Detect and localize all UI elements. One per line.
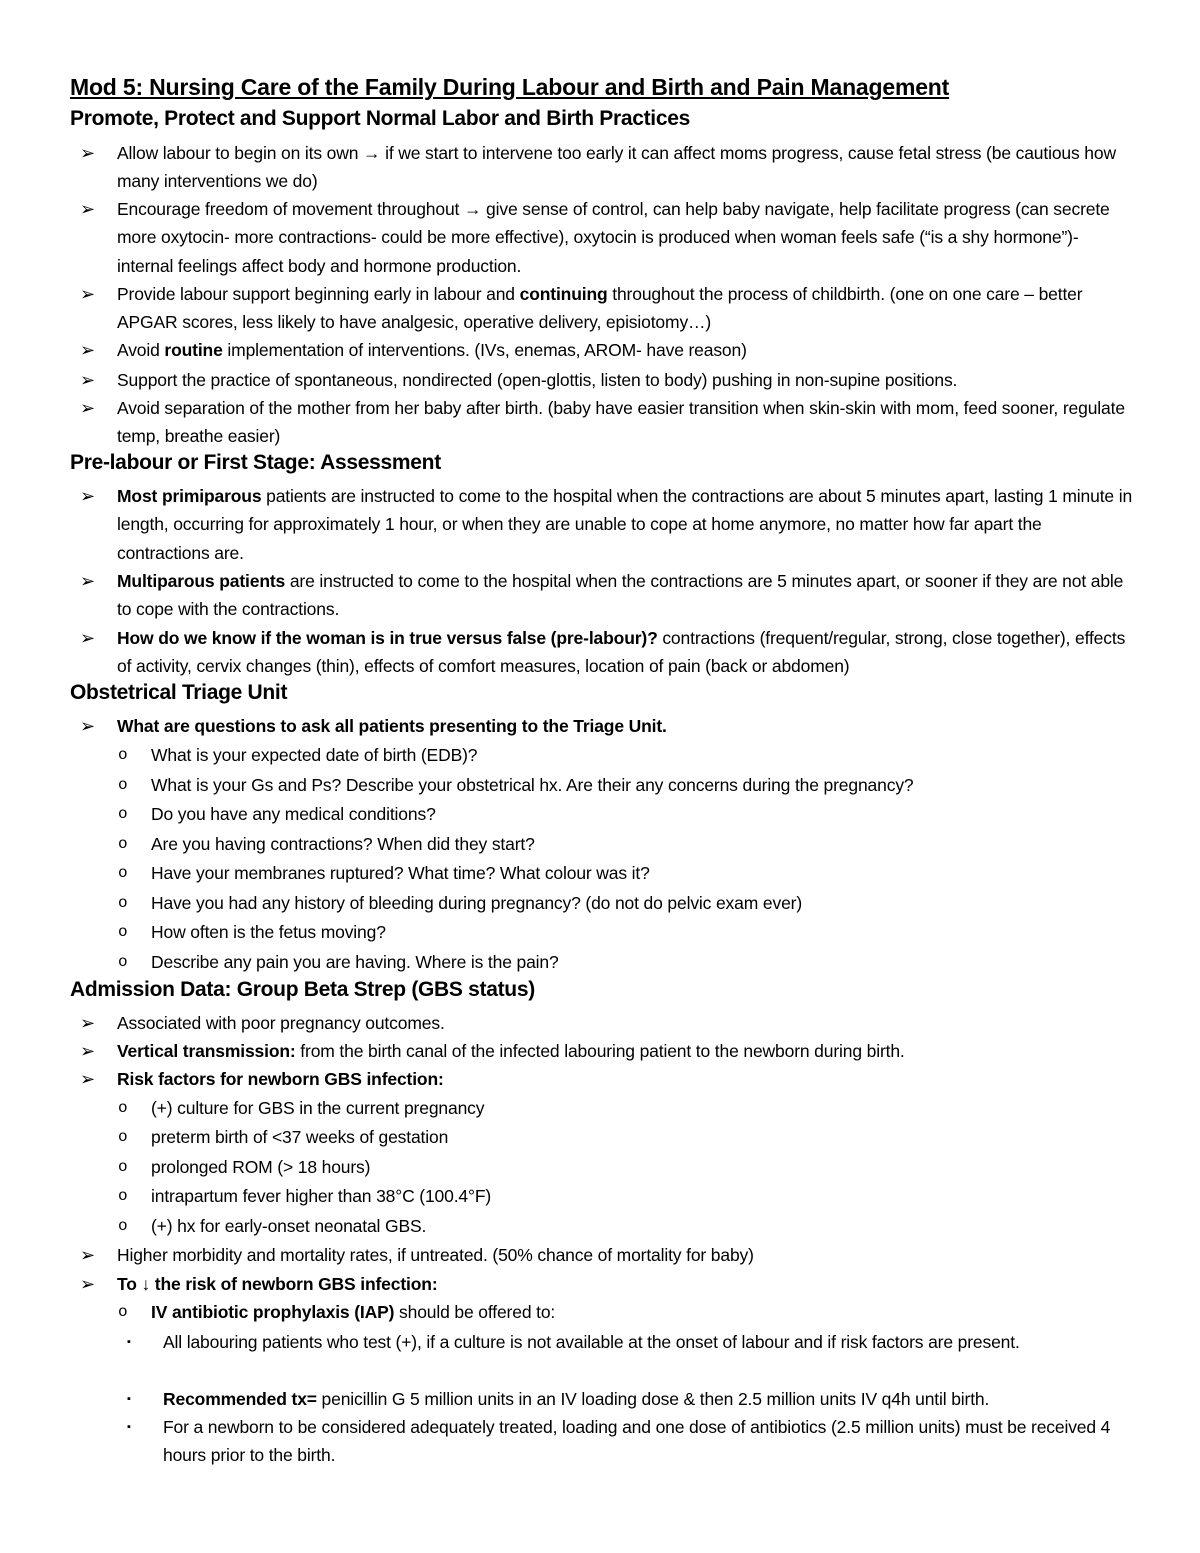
- circle-bullet-icon: o: [118, 805, 128, 823]
- sub-sub-list-item: For a newborn to be considered adequately treated, loading and one dose of antibiotics (2.5 million units) must be received 4 hours prior to the birth.: [163, 1417, 1111, 1466]
- arrow-bullet-icon: ➢: [80, 398, 96, 418]
- square-bullet-icon: ▪: [127, 1393, 131, 1405]
- list-item: How do we know if the woman is in true versus false (pre-labour)? contractions (frequent/regular, strong, close together), effects of activity, cervix changes (thin), effects of comfort measures, location of pain (back or abdomen): [117, 628, 1126, 677]
- list-item: Risk factors for newborn GBS infection:: [117, 1069, 444, 1089]
- list-item: Encourage freedom of movement throughout → give sense of control, can help baby navigate, help facilitate progress (can secrete more oxytocin- more contractions- could be more effective), oxytocin is produced when woman feels safe (“is a shy hormone”)- internal feelings affect body and hormone production.: [117, 199, 1110, 276]
- sub-list-item: intrapartum fever higher than 38°C (100.4°F): [151, 1186, 492, 1206]
- list-item: What are questions to ask all patients presenting to the Triage Unit.: [117, 716, 667, 736]
- square-bullet-icon: ▪: [127, 1421, 131, 1433]
- sub-list-item: Have you had any history of bleeding during pregnancy? (do not do pelvic exam ever): [151, 893, 803, 913]
- sub-list-item: IV antibiotic prophylaxis (IAP) should be offered to:: [151, 1302, 556, 1322]
- list-item: Associated with poor pregnancy outcomes.: [117, 1013, 445, 1033]
- circle-bullet-icon: o: [118, 1158, 128, 1176]
- list-item: To ↓ the risk of newborn GBS infection:: [117, 1274, 438, 1294]
- sub-list-item: (+) culture for GBS in the current pregnancy: [151, 1098, 485, 1118]
- list-item: Multiparous patients are instructed to come to the hospital when the contractions are 5 minutes apart, or sooner if they are not able to cope with the contractions.: [117, 571, 1124, 620]
- circle-bullet-icon: o: [118, 923, 128, 941]
- document-title: Mod 5: Nursing Care of the Family During Labour and Birth and Pain Management: [70, 74, 950, 100]
- sub-list-item: preterm birth of <37 weeks of gestation: [151, 1127, 449, 1147]
- sub-sub-list-item: All labouring patients who test (+), if a culture is not available at the onset of labour and if risk factors are present.: [163, 1332, 1020, 1352]
- arrow-bullet-icon: ➢: [80, 1274, 96, 1294]
- sub-list-item: (+) hx for early-onset neonatal GBS.: [151, 1216, 427, 1236]
- circle-bullet-icon: o: [118, 835, 128, 853]
- arrow-bullet-icon: ➢: [80, 486, 96, 506]
- arrow-bullet-icon: ➢: [80, 199, 96, 219]
- section-heading-triage: Obstetrical Triage Unit: [70, 681, 288, 704]
- arrow-bullet-icon: ➢: [80, 628, 96, 648]
- sub-list-item: What is your Gs and Ps? Describe your obstetrical hx. Are their any concerns during the pregnancy?: [151, 775, 914, 795]
- sub-list-item: Have your membranes ruptured? What time? What colour was it?: [151, 863, 650, 883]
- circle-bullet-icon: o: [118, 1099, 128, 1117]
- list-item: Most primiparous patients are instructed to come to the hospital when the contractions are about 5 minutes apart, lasting 1 minute in length, occurring for approximately 1 hour, or when they are unable to cope at home anymore, no matter how far apart the contractions are.: [117, 486, 1133, 563]
- arrow-bullet-icon: ➢: [80, 1245, 96, 1265]
- list-item: Avoid separation of the mother from her baby after birth. (baby have easier transition when skin-skin with mom, feed sooner, regulate temp, breathe easier): [117, 398, 1125, 447]
- circle-bullet-icon: o: [118, 864, 128, 882]
- sub-list-item: Describe any pain you are having. Where is the pain?: [151, 952, 559, 972]
- sub-list-item: Are you having contractions? When did they start?: [151, 834, 535, 854]
- circle-bullet-icon: o: [118, 894, 128, 912]
- arrow-bullet-icon: ➢: [80, 284, 96, 304]
- arrow-bullet-icon: ➢: [80, 370, 96, 390]
- arrow-bullet-icon: ➢: [80, 143, 96, 163]
- circle-bullet-icon: o: [118, 1128, 128, 1146]
- sub-list-item: Do you have any medical conditions?: [151, 804, 436, 824]
- arrow-bullet-icon: ➢: [80, 340, 96, 360]
- sub-list-item: How often is the fetus moving?: [151, 922, 386, 942]
- list-item: Avoid routine implementation of interventions. (IVs, enemas, AROM- have reason): [117, 340, 747, 360]
- sub-sub-list-item: Recommended tx= penicillin G 5 million units in an IV loading dose & then 2.5 million units IV q4h until birth.: [163, 1389, 990, 1409]
- circle-bullet-icon: o: [118, 1217, 128, 1235]
- circle-bullet-icon: o: [118, 1187, 128, 1205]
- section-heading-gbs: Admission Data: Group Beta Strep (GBS status): [70, 978, 535, 1001]
- list-item: Higher morbidity and mortality rates, if untreated. (50% chance of mortality for baby): [117, 1245, 754, 1265]
- section-heading-assessment: Pre-labour or First Stage: Assessment: [70, 451, 441, 474]
- list-item: Allow labour to begin on its own → if we start to intervene too early it can affect moms progress, cause fetal stress (be cautious how many interventions we do): [117, 143, 1116, 192]
- arrow-bullet-icon: ➢: [80, 1041, 96, 1061]
- circle-bullet-icon: o: [118, 953, 128, 971]
- list-item: Provide labour support beginning early in labour and continuing throughout the process of childbirth. (one on one care – better APGAR scores, less likely to have analgesic, operative delivery, episiotomy…): [117, 284, 1083, 333]
- section-heading-normal-labor: Promote, Protect and Support Normal Labor and Birth Practices: [70, 107, 690, 130]
- arrow-bullet-icon: ➢: [80, 1069, 96, 1089]
- circle-bullet-icon: o: [118, 1303, 128, 1321]
- arrow-bullet-icon: ➢: [80, 716, 96, 736]
- circle-bullet-icon: o: [118, 776, 128, 794]
- circle-bullet-icon: o: [118, 746, 128, 764]
- arrow-bullet-icon: ➢: [80, 1013, 96, 1033]
- sub-list-item: What is your expected date of birth (EDB)?: [151, 745, 478, 765]
- list-item: Support the practice of spontaneous, nondirected (open-glottis, listen to body) pushing in non-supine positions.: [117, 370, 958, 390]
- list-item: Vertical transmission: from the birth canal of the infected labouring patient to the newborn during birth.: [117, 1041, 905, 1061]
- arrow-bullet-icon: ➢: [80, 571, 96, 591]
- sub-list-item: prolonged ROM (> 18 hours): [151, 1157, 371, 1177]
- square-bullet-icon: ▪: [127, 1336, 131, 1348]
